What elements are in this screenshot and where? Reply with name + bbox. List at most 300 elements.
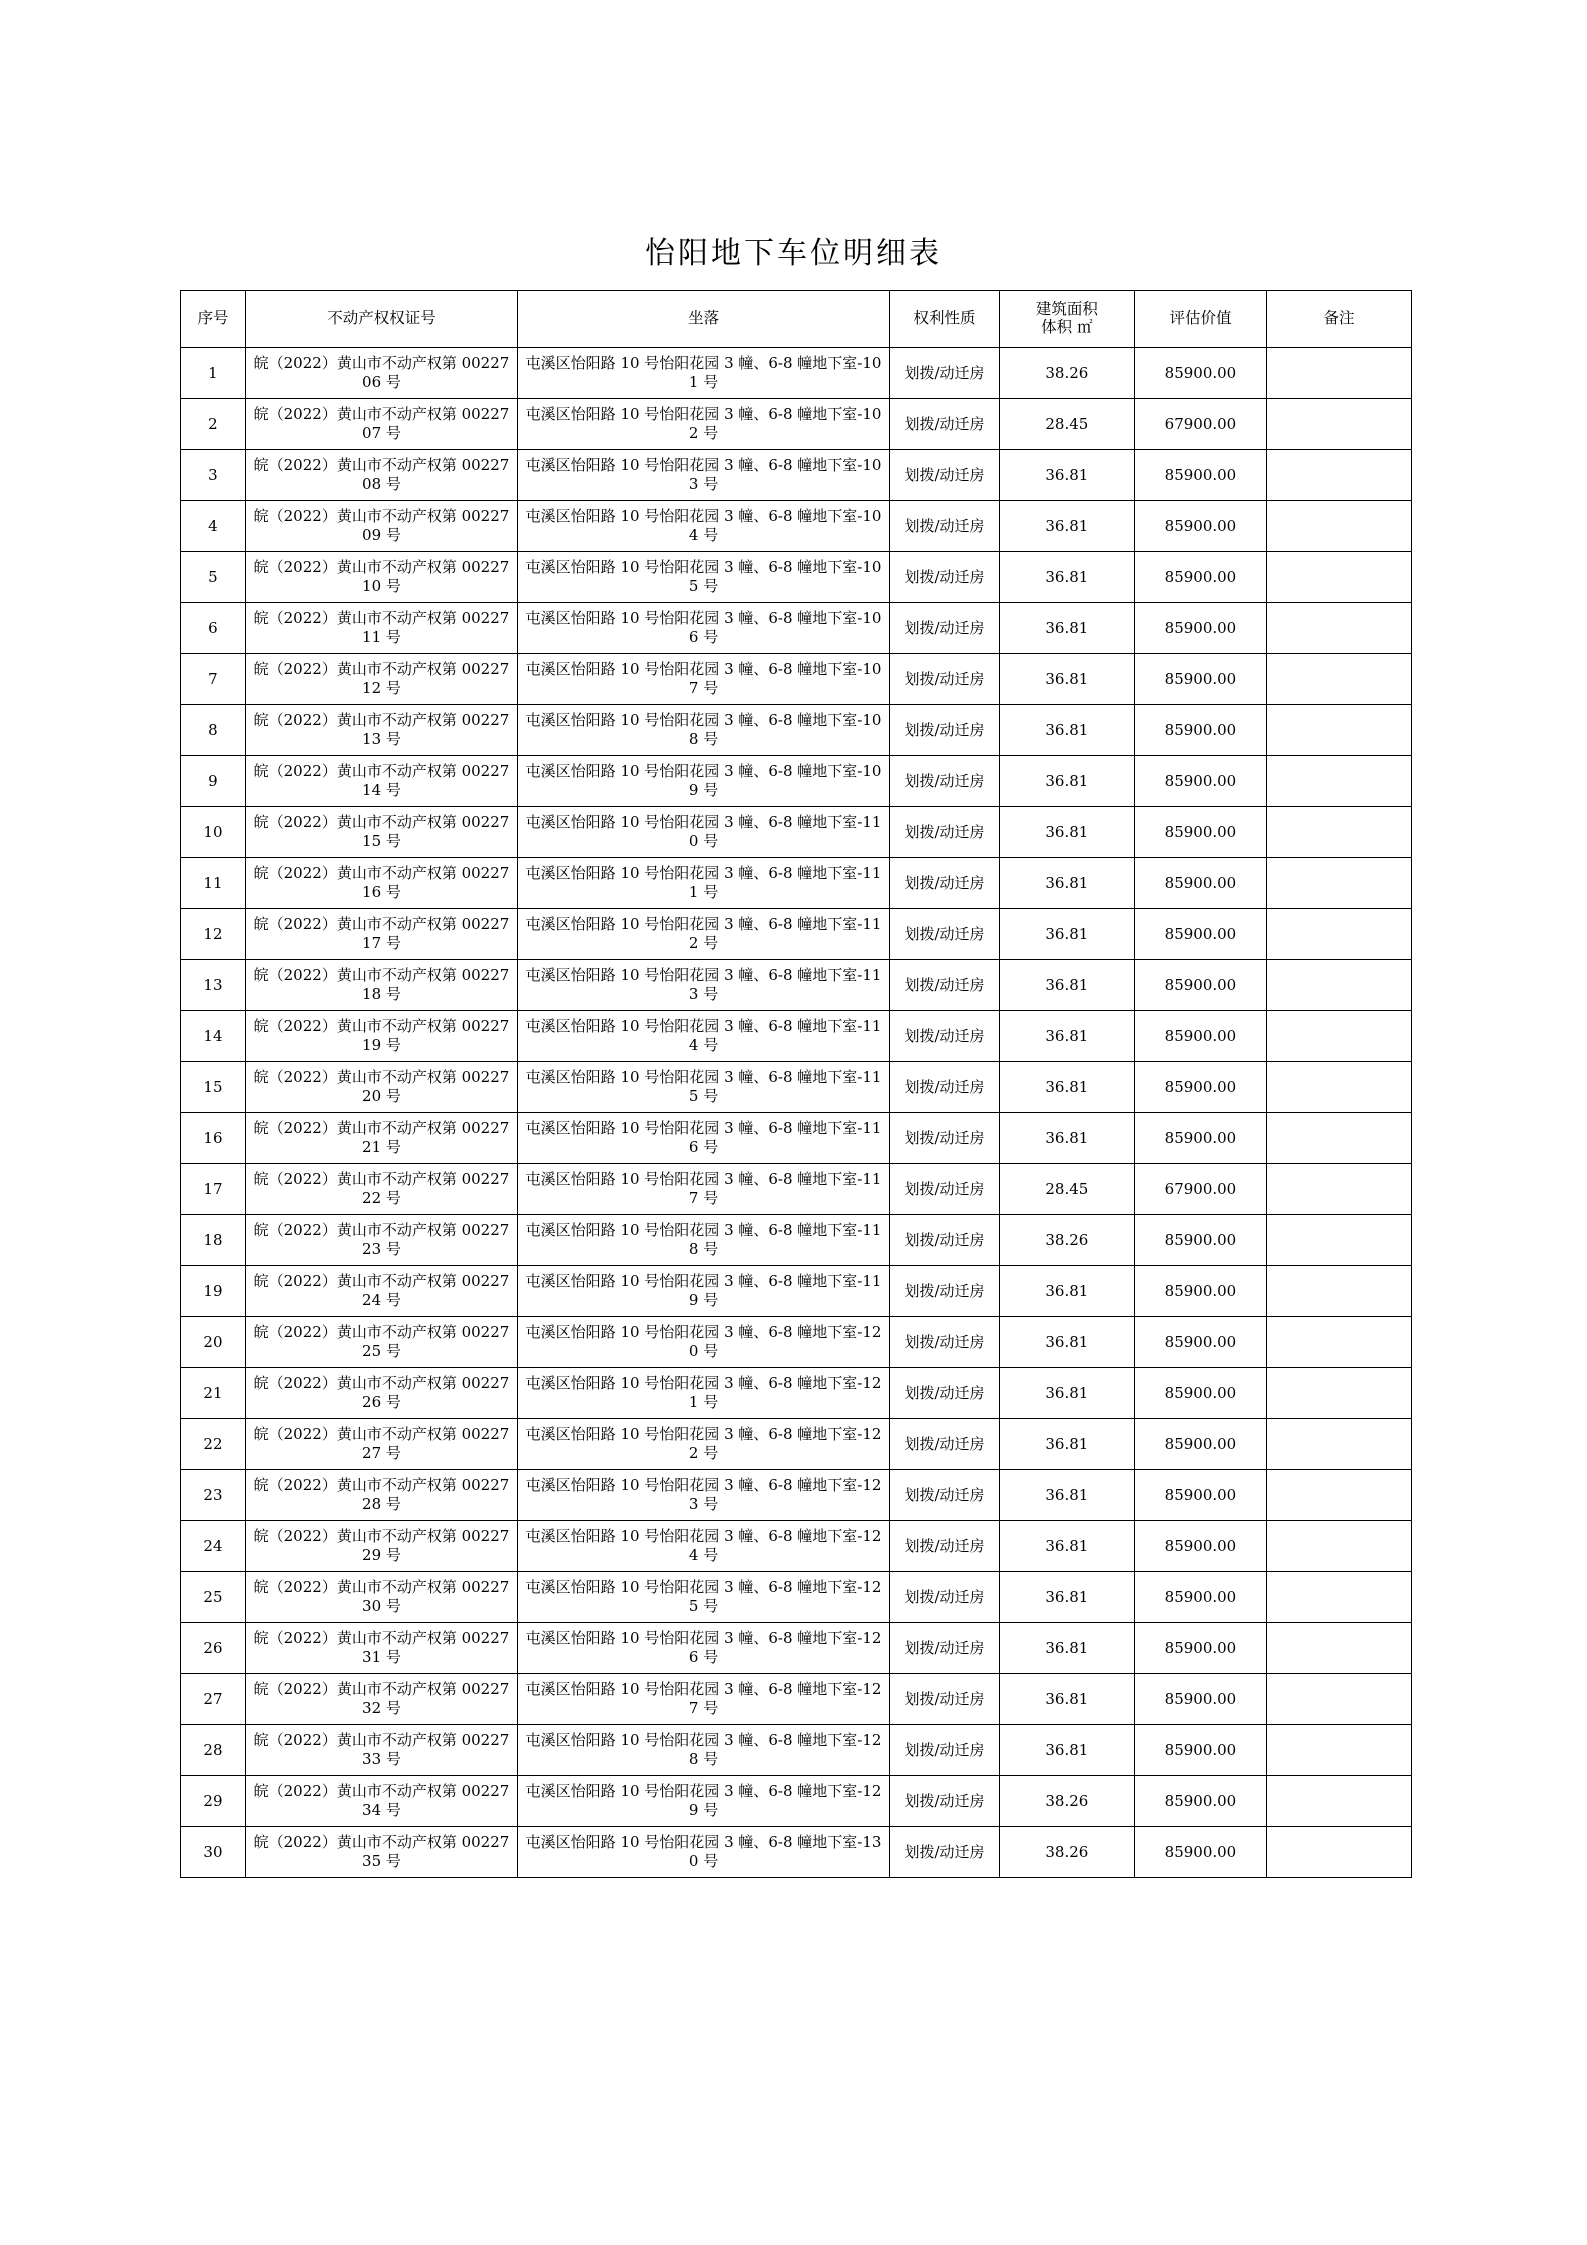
cell-area xyxy=(999,807,1134,858)
cell-cert-no xyxy=(245,1470,517,1521)
cell-index xyxy=(181,1572,246,1623)
right-type-text: 划拨/动迁房 xyxy=(904,1638,985,1657)
cert-no-text: 皖（2022）黄山市不动产权第 0022718 号 xyxy=(253,965,510,1003)
cell-area xyxy=(999,858,1134,909)
cell-cert-no xyxy=(245,1317,517,1368)
cell-note xyxy=(1267,348,1412,399)
cell-area xyxy=(999,348,1134,399)
right-type-text: 划拨/动迁房 xyxy=(904,1179,985,1198)
cell-note xyxy=(1267,450,1412,501)
table-body xyxy=(181,348,1412,1878)
cell-right-type xyxy=(890,1725,1000,1776)
row-index: 17 xyxy=(203,1179,223,1198)
cell-note xyxy=(1267,1827,1412,1878)
cell-location xyxy=(518,960,890,1011)
location-text: 屯溪区怡阳路 10 号怡阳花园 3 幢、6-8 幢地下室-122 号 xyxy=(525,1424,882,1462)
right-type-text: 划拨/动迁房 xyxy=(904,1689,985,1708)
cell-location xyxy=(518,1317,890,1368)
cell-area xyxy=(999,1368,1134,1419)
right-type-text: 划拨/动迁房 xyxy=(904,924,985,943)
cell-index xyxy=(181,858,246,909)
cert-no-text: 皖（2022）黄山市不动产权第 0022725 号 xyxy=(253,1322,510,1360)
right-type-text: 划拨/动迁房 xyxy=(904,1332,985,1351)
cell-cert-no xyxy=(245,552,517,603)
cell-index xyxy=(181,603,246,654)
cell-value xyxy=(1134,1011,1266,1062)
cell-cert-no xyxy=(245,909,517,960)
cell-note xyxy=(1267,1266,1412,1317)
cell-right-type xyxy=(890,1827,1000,1878)
cert-no-text: 皖（2022）黄山市不动产权第 0022706 号 xyxy=(253,353,510,391)
cell-value xyxy=(1134,1623,1266,1674)
cert-no-text: 皖（2022）黄山市不动产权第 0022731 号 xyxy=(253,1628,510,1666)
cert-no-text: 皖（2022）黄山市不动产权第 0022711 号 xyxy=(253,608,510,646)
row-index: 22 xyxy=(203,1434,223,1453)
cell-index xyxy=(181,909,246,960)
cell-note xyxy=(1267,705,1412,756)
table-row xyxy=(181,1776,1412,1827)
location-text: 屯溪区怡阳路 10 号怡阳花园 3 幢、6-8 幢地下室-120 号 xyxy=(525,1322,882,1360)
cell-note xyxy=(1267,1215,1412,1266)
cell-value xyxy=(1134,1470,1266,1521)
cell-index xyxy=(181,960,246,1011)
right-type-text: 划拨/动迁房 xyxy=(904,1740,985,1759)
cell-value xyxy=(1134,603,1266,654)
cell-index xyxy=(181,1368,246,1419)
location-text: 屯溪区怡阳路 10 号怡阳花园 3 幢、6-8 幢地下室-121 号 xyxy=(525,1373,882,1411)
cell-location xyxy=(518,654,890,705)
area-value: 36.81 xyxy=(1045,771,1089,790)
appraised-value: 85900.00 xyxy=(1164,1332,1237,1351)
right-type-text: 划拨/动迁房 xyxy=(904,1281,985,1300)
table-row xyxy=(181,1725,1412,1776)
cell-value xyxy=(1134,1113,1266,1164)
right-type-text: 划拨/动迁房 xyxy=(904,1791,985,1810)
cell-note xyxy=(1267,603,1412,654)
row-index: 19 xyxy=(203,1281,223,1300)
cell-right-type xyxy=(890,348,1000,399)
cell-cert-no xyxy=(245,348,517,399)
cell-cert-no xyxy=(245,858,517,909)
location-text: 屯溪区怡阳路 10 号怡阳花园 3 幢、6-8 幢地下室-128 号 xyxy=(525,1730,882,1768)
cell-location xyxy=(518,1164,890,1215)
cell-location xyxy=(518,348,890,399)
row-index: 16 xyxy=(203,1128,223,1147)
cell-right-type xyxy=(890,756,1000,807)
cell-area xyxy=(999,1776,1134,1827)
cell-note xyxy=(1267,501,1412,552)
cell-cert-no xyxy=(245,1215,517,1266)
cell-area xyxy=(999,1011,1134,1062)
area-value: 36.81 xyxy=(1045,975,1089,994)
detail-table-container xyxy=(180,290,1412,1878)
appraised-value: 85900.00 xyxy=(1164,975,1237,994)
cell-right-type xyxy=(890,1215,1000,1266)
appraised-value: 85900.00 xyxy=(1164,1077,1237,1096)
appraised-value: 85900.00 xyxy=(1164,1485,1237,1504)
cell-note xyxy=(1267,909,1412,960)
right-type-text: 划拨/动迁房 xyxy=(904,414,985,433)
cell-value xyxy=(1134,807,1266,858)
cell-location xyxy=(518,399,890,450)
column-header-value xyxy=(1134,291,1266,348)
cell-right-type xyxy=(890,1521,1000,1572)
cell-index xyxy=(181,1164,246,1215)
cell-note xyxy=(1267,960,1412,1011)
cell-cert-no xyxy=(245,1521,517,1572)
cert-no-text: 皖（2022）黄山市不动产权第 0022714 号 xyxy=(253,761,510,799)
cell-area xyxy=(999,1113,1134,1164)
cell-right-type xyxy=(890,705,1000,756)
cell-cert-no xyxy=(245,1113,517,1164)
location-text: 屯溪区怡阳路 10 号怡阳花园 3 幢、6-8 幢地下室-108 号 xyxy=(525,710,882,748)
column-header-index-label: 序号 xyxy=(197,309,229,328)
area-value: 38.26 xyxy=(1045,1791,1089,1810)
cell-cert-no xyxy=(245,1623,517,1674)
row-index: 23 xyxy=(203,1485,223,1504)
appraised-value: 85900.00 xyxy=(1164,720,1237,739)
area-value: 36.81 xyxy=(1045,924,1089,943)
row-index: 13 xyxy=(203,975,223,994)
right-type-text: 划拨/动迁房 xyxy=(904,1128,985,1147)
cell-cert-no xyxy=(245,1368,517,1419)
cell-area xyxy=(999,1164,1134,1215)
table-row xyxy=(181,1113,1412,1164)
table-header-row xyxy=(181,291,1412,348)
table-row xyxy=(181,1521,1412,1572)
cell-index xyxy=(181,1113,246,1164)
cell-location xyxy=(518,1215,890,1266)
cell-location xyxy=(518,1674,890,1725)
cell-location xyxy=(518,1521,890,1572)
cell-index xyxy=(181,1266,246,1317)
appraised-value: 85900.00 xyxy=(1164,924,1237,943)
location-text: 屯溪区怡阳路 10 号怡阳花园 3 幢、6-8 幢地下室-107 号 xyxy=(525,659,882,697)
cell-cert-no xyxy=(245,1011,517,1062)
column-header-index xyxy=(181,291,246,348)
cell-cert-no xyxy=(245,1725,517,1776)
location-text: 屯溪区怡阳路 10 号怡阳花园 3 幢、6-8 幢地下室-115 号 xyxy=(525,1067,882,1105)
cell-value xyxy=(1134,909,1266,960)
right-type-text: 划拨/动迁房 xyxy=(904,618,985,637)
cell-right-type xyxy=(890,1674,1000,1725)
cell-location xyxy=(518,858,890,909)
cell-value xyxy=(1134,1776,1266,1827)
appraised-value: 85900.00 xyxy=(1164,1026,1237,1045)
location-text: 屯溪区怡阳路 10 号怡阳花园 3 幢、6-8 幢地下室-101 号 xyxy=(525,353,882,391)
right-type-text: 划拨/动迁房 xyxy=(904,516,985,535)
table-row xyxy=(181,1368,1412,1419)
table-row xyxy=(181,807,1412,858)
table-row xyxy=(181,705,1412,756)
area-value: 36.81 xyxy=(1045,873,1089,892)
cell-cert-no xyxy=(245,1827,517,1878)
cell-right-type xyxy=(890,1113,1000,1164)
cell-area xyxy=(999,909,1134,960)
location-text: 屯溪区怡阳路 10 号怡阳花园 3 幢、6-8 幢地下室-113 号 xyxy=(525,965,882,1003)
column-header-area xyxy=(999,291,1134,348)
table-row xyxy=(181,450,1412,501)
cert-no-text: 皖（2022）黄山市不动产权第 0022724 号 xyxy=(253,1271,510,1309)
cell-value xyxy=(1134,654,1266,705)
row-index: 5 xyxy=(208,567,218,586)
table-row xyxy=(181,1470,1412,1521)
cell-note xyxy=(1267,399,1412,450)
page-title: 怡阳地下车位明细表 xyxy=(645,236,942,271)
cell-note xyxy=(1267,1164,1412,1215)
cell-right-type xyxy=(890,1623,1000,1674)
right-type-text: 划拨/动迁房 xyxy=(904,465,985,484)
column-header-right-type xyxy=(890,291,1000,348)
table-row xyxy=(181,1011,1412,1062)
location-text: 屯溪区怡阳路 10 号怡阳花园 3 幢、6-8 幢地下室-116 号 xyxy=(525,1118,882,1156)
cell-location xyxy=(518,552,890,603)
location-text: 屯溪区怡阳路 10 号怡阳花园 3 幢、6-8 幢地下室-112 号 xyxy=(525,914,882,952)
cell-value xyxy=(1134,348,1266,399)
location-text: 屯溪区怡阳路 10 号怡阳花园 3 幢、6-8 幢地下室-114 号 xyxy=(525,1016,882,1054)
appraised-value: 85900.00 xyxy=(1164,873,1237,892)
cell-note xyxy=(1267,552,1412,603)
right-type-text: 划拨/动迁房 xyxy=(904,567,985,586)
cell-index xyxy=(181,807,246,858)
cell-right-type xyxy=(890,399,1000,450)
row-index: 6 xyxy=(208,618,218,637)
cell-area xyxy=(999,1827,1134,1878)
cell-area xyxy=(999,501,1134,552)
cell-right-type xyxy=(890,1368,1000,1419)
cell-area xyxy=(999,1419,1134,1470)
cell-right-type xyxy=(890,1164,1000,1215)
cell-value xyxy=(1134,1725,1266,1776)
cell-location xyxy=(518,1266,890,1317)
cell-cert-no xyxy=(245,1776,517,1827)
area-value: 36.81 xyxy=(1045,1587,1089,1606)
cell-cert-no xyxy=(245,501,517,552)
cell-note xyxy=(1267,1062,1412,1113)
row-index: 21 xyxy=(203,1383,223,1402)
cell-index xyxy=(181,1317,246,1368)
column-header-location xyxy=(518,291,890,348)
column-header-cert-no-label: 不动产权权证号 xyxy=(327,309,436,328)
appraised-value: 85900.00 xyxy=(1164,771,1237,790)
cell-cert-no xyxy=(245,960,517,1011)
cell-value xyxy=(1134,1164,1266,1215)
table-row xyxy=(181,1827,1412,1878)
cell-index xyxy=(181,450,246,501)
row-index: 25 xyxy=(203,1587,223,1606)
cell-location xyxy=(518,1419,890,1470)
location-text: 屯溪区怡阳路 10 号怡阳花园 3 幢、6-8 幢地下室-111 号 xyxy=(525,863,882,901)
row-index: 29 xyxy=(203,1791,223,1810)
cell-value xyxy=(1134,1317,1266,1368)
cell-right-type xyxy=(890,603,1000,654)
cert-no-text: 皖（2022）黄山市不动产权第 0022708 号 xyxy=(253,455,510,493)
cell-location xyxy=(518,1623,890,1674)
row-index: 12 xyxy=(203,924,223,943)
cell-value xyxy=(1134,399,1266,450)
cell-right-type xyxy=(890,1317,1000,1368)
cell-cert-no xyxy=(245,756,517,807)
cell-index xyxy=(181,1419,246,1470)
cell-cert-no xyxy=(245,450,517,501)
appraised-value: 85900.00 xyxy=(1164,1791,1237,1810)
table-row xyxy=(181,1623,1412,1674)
cell-area xyxy=(999,1062,1134,1113)
cell-right-type xyxy=(890,1419,1000,1470)
location-text: 屯溪区怡阳路 10 号怡阳花园 3 幢、6-8 幢地下室-124 号 xyxy=(525,1526,882,1564)
cell-cert-no xyxy=(245,705,517,756)
area-value: 36.81 xyxy=(1045,618,1089,637)
area-value: 36.81 xyxy=(1045,1434,1089,1453)
row-index: 9 xyxy=(208,771,218,790)
area-value: 36.81 xyxy=(1045,1281,1089,1300)
location-text: 屯溪区怡阳路 10 号怡阳花园 3 幢、6-8 幢地下室-117 号 xyxy=(525,1169,882,1207)
cell-area xyxy=(999,399,1134,450)
cell-value xyxy=(1134,1215,1266,1266)
cell-index xyxy=(181,1470,246,1521)
cert-no-text: 皖（2022）黄山市不动产权第 0022721 号 xyxy=(253,1118,510,1156)
cell-note xyxy=(1267,1521,1412,1572)
cell-note xyxy=(1267,1572,1412,1623)
cert-no-text: 皖（2022）黄山市不动产权第 0022720 号 xyxy=(253,1067,510,1105)
appraised-value: 85900.00 xyxy=(1164,516,1237,535)
appraised-value: 85900.00 xyxy=(1164,1536,1237,1555)
cell-index xyxy=(181,501,246,552)
cell-value xyxy=(1134,960,1266,1011)
right-type-text: 划拨/动迁房 xyxy=(904,822,985,841)
column-header-value-label: 评估价值 xyxy=(1169,309,1232,328)
area-value: 36.81 xyxy=(1045,1128,1089,1147)
area-value: 38.26 xyxy=(1045,363,1089,382)
cell-cert-no xyxy=(245,1674,517,1725)
area-value: 38.26 xyxy=(1045,1842,1089,1861)
appraised-value: 85900.00 xyxy=(1164,1587,1237,1606)
cell-value xyxy=(1134,1521,1266,1572)
right-type-text: 划拨/动迁房 xyxy=(904,1536,985,1555)
area-value: 36.81 xyxy=(1045,1485,1089,1504)
location-text: 屯溪区怡阳路 10 号怡阳花园 3 幢、6-8 幢地下室-125 号 xyxy=(525,1577,882,1615)
cell-location xyxy=(518,1113,890,1164)
table-row xyxy=(181,1674,1412,1725)
cell-right-type xyxy=(890,450,1000,501)
cell-cert-no xyxy=(245,807,517,858)
area-value: 36.81 xyxy=(1045,669,1089,688)
cell-index xyxy=(181,1215,246,1266)
appraised-value: 85900.00 xyxy=(1164,1281,1237,1300)
cert-no-text: 皖（2022）黄山市不动产权第 0022709 号 xyxy=(253,506,510,544)
cell-location xyxy=(518,501,890,552)
cell-cert-no xyxy=(245,1062,517,1113)
area-value: 36.81 xyxy=(1045,516,1089,535)
cell-location xyxy=(518,1572,890,1623)
right-type-text: 划拨/动迁房 xyxy=(904,1077,985,1096)
cell-value xyxy=(1134,1827,1266,1878)
cell-right-type xyxy=(890,1572,1000,1623)
cell-right-type xyxy=(890,1470,1000,1521)
cell-area xyxy=(999,960,1134,1011)
location-text: 屯溪区怡阳路 10 号怡阳花园 3 幢、6-8 幢地下室-102 号 xyxy=(525,404,882,442)
area-value: 36.81 xyxy=(1045,1383,1089,1402)
location-text: 屯溪区怡阳路 10 号怡阳花园 3 幢、6-8 幢地下室-123 号 xyxy=(525,1475,882,1513)
cell-area xyxy=(999,552,1134,603)
row-index: 14 xyxy=(203,1026,223,1045)
area-value: 36.81 xyxy=(1045,1689,1089,1708)
cell-cert-no xyxy=(245,1419,517,1470)
area-value: 38.26 xyxy=(1045,1230,1089,1249)
right-type-text: 划拨/动迁房 xyxy=(904,1434,985,1453)
cell-value xyxy=(1134,1368,1266,1419)
cell-location xyxy=(518,603,890,654)
cell-index xyxy=(181,399,246,450)
cert-no-text: 皖（2022）黄山市不动产权第 0022726 号 xyxy=(253,1373,510,1411)
cell-index xyxy=(181,348,246,399)
cert-no-text: 皖（2022）黄山市不动产权第 0022722 号 xyxy=(253,1169,510,1207)
appraised-value: 67900.00 xyxy=(1164,414,1237,433)
cell-location xyxy=(518,1368,890,1419)
row-index: 18 xyxy=(203,1230,223,1249)
area-value: 28.45 xyxy=(1045,1179,1089,1198)
table-row xyxy=(181,1317,1412,1368)
cell-value xyxy=(1134,1266,1266,1317)
location-text: 屯溪区怡阳路 10 号怡阳花园 3 幢、6-8 幢地下室-103 号 xyxy=(525,455,882,493)
cert-no-text: 皖（2022）黄山市不动产权第 0022716 号 xyxy=(253,863,510,901)
cell-index xyxy=(181,1521,246,1572)
table-row xyxy=(181,1572,1412,1623)
row-index: 24 xyxy=(203,1536,223,1555)
area-value: 36.81 xyxy=(1045,465,1089,484)
cell-note xyxy=(1267,654,1412,705)
column-header-note xyxy=(1267,291,1412,348)
cell-area xyxy=(999,1470,1134,1521)
table-row xyxy=(181,858,1412,909)
appraised-value: 85900.00 xyxy=(1164,567,1237,586)
right-type-text: 划拨/动迁房 xyxy=(904,1587,985,1606)
cell-value xyxy=(1134,858,1266,909)
column-header-location-label: 坐落 xyxy=(688,309,720,328)
row-index: 30 xyxy=(203,1842,223,1861)
cell-location xyxy=(518,1011,890,1062)
location-text: 屯溪区怡阳路 10 号怡阳花园 3 幢、6-8 幢地下室-130 号 xyxy=(525,1832,882,1870)
right-type-text: 划拨/动迁房 xyxy=(904,873,985,892)
row-index: 27 xyxy=(203,1689,223,1708)
table-row xyxy=(181,399,1412,450)
cell-index xyxy=(181,1062,246,1113)
cell-note xyxy=(1267,1419,1412,1470)
cell-area xyxy=(999,654,1134,705)
table-row xyxy=(181,603,1412,654)
cell-cert-no xyxy=(245,1266,517,1317)
cell-cert-no xyxy=(245,1572,517,1623)
area-value: 28.45 xyxy=(1045,414,1089,433)
right-type-text: 划拨/动迁房 xyxy=(904,720,985,739)
appraised-value: 85900.00 xyxy=(1164,363,1237,382)
cell-location xyxy=(518,807,890,858)
cell-location xyxy=(518,1827,890,1878)
column-header-area-line1: 建筑面积 xyxy=(1035,300,1098,319)
cell-right-type xyxy=(890,552,1000,603)
area-value: 36.81 xyxy=(1045,1638,1089,1657)
location-text: 屯溪区怡阳路 10 号怡阳花园 3 幢、6-8 幢地下室-127 号 xyxy=(525,1679,882,1717)
cell-area xyxy=(999,705,1134,756)
cell-index xyxy=(181,756,246,807)
cert-no-text: 皖（2022）黄山市不动产权第 0022719 号 xyxy=(253,1016,510,1054)
column-header-note-label: 备注 xyxy=(1323,309,1355,328)
appraised-value: 85900.00 xyxy=(1164,465,1237,484)
cell-value xyxy=(1134,552,1266,603)
table-row xyxy=(181,348,1412,399)
table-row xyxy=(181,909,1412,960)
cell-right-type xyxy=(890,1062,1000,1113)
